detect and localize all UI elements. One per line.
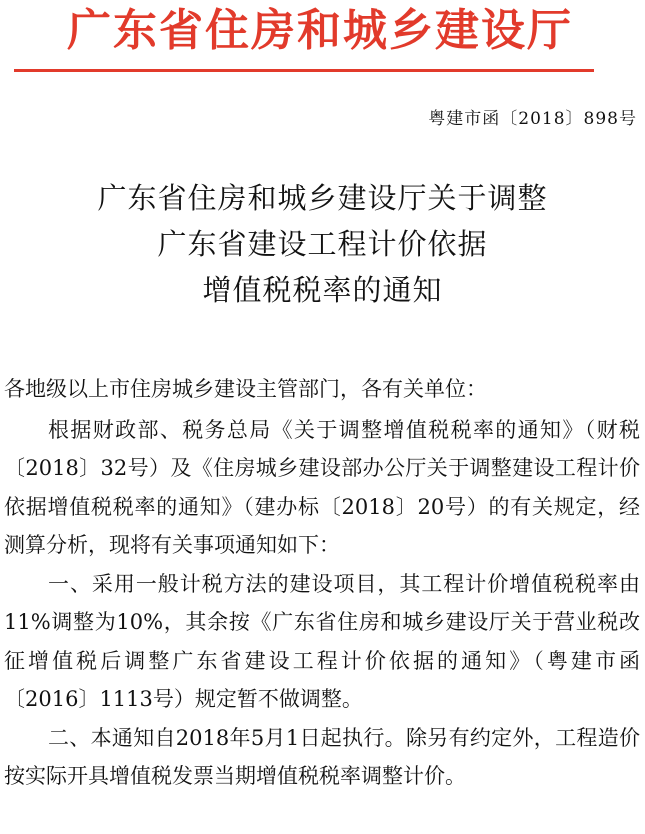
paragraph-basis: 根据财政部、税务总局《关于调整增值税税率的通知》（财税〔2018〕32号）及《住房城乡建设部办公厅关于调整建设工程计价依据增值税税率的通知》（建办标〔2018〕20号）的有关规定，经测算分析，现将有关事项通知如下：	[4, 417, 640, 557]
title-line: 广东省住房和城乡建设厅关于调整	[97, 181, 548, 215]
document-title	[0, 175, 645, 313]
document-number: 粤建市函〔2018〕898号	[428, 109, 637, 129]
document-body	[4, 370, 640, 796]
paragraph-item-two: 二、本通知自2018年5月1日起执行。除另有约定外，工程造价按实际开具增值税发票当期增值税税率调整计价。	[4, 725, 640, 788]
paragraph-item-one: 一、采用一般计税方法的建设项目，其工程计价增值税税率由11%调整为10%，其余按《广东省住房和城乡建设厅关于营业税改征增值税后调整广东省建设工程计价依据的通知》（粤建市函〔2016〕1113号）规定暂不做调整。	[4, 571, 640, 711]
title-line: 增值税税率的通知	[202, 273, 443, 307]
title-line: 广东省建设工程计价依据	[157, 227, 488, 261]
issuing-agency-header: 广东省住房和城乡建设厅	[67, 5, 573, 56]
salutation: 各地级以上市住房城乡建设主管部门，各有关单位：	[4, 377, 487, 401]
red-header-rule	[14, 69, 594, 72]
